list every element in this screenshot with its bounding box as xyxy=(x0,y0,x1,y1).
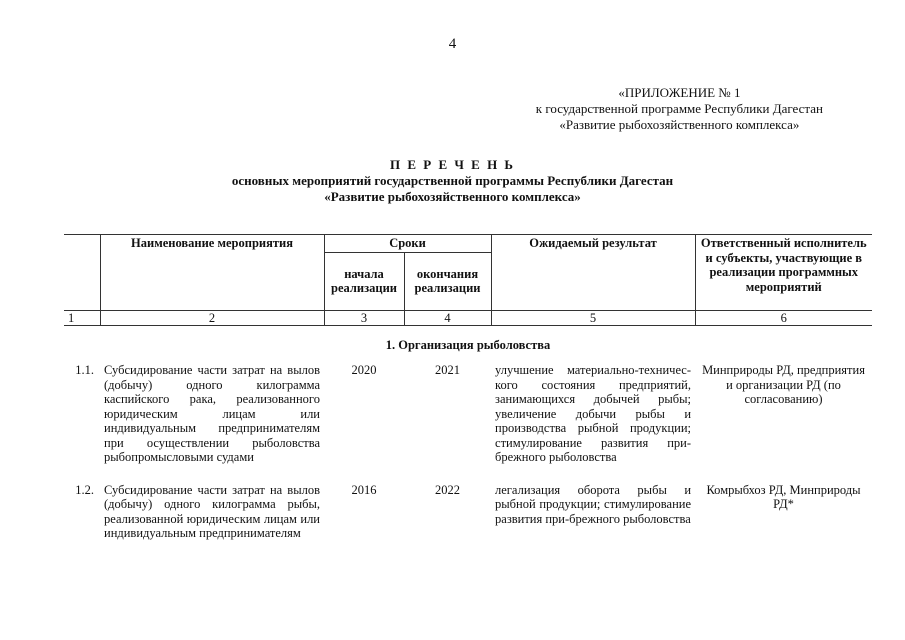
table-row xyxy=(64,482,872,542)
appendix-line-3: «Развитие рыбохозяйственного комплекса» xyxy=(559,117,800,132)
title-line-3: «Развитие рыбохозяйственного комплекса» xyxy=(324,189,581,204)
row-result: улучшение материально-техничес-кого состояния предприятий, занимающихся добычей рыбы; увеличение добычи рыбы и производства рыбной продукции; стимулирование развития при-брежного рыболовства xyxy=(495,363,692,464)
index-cell: 4 xyxy=(404,310,491,325)
index-cell: 1 xyxy=(64,310,100,325)
row-result: легализация оборота рыбы и рыбной продукции; стимулирование развития при-брежного рыболовства xyxy=(495,482,692,526)
index-row xyxy=(64,310,872,325)
section-title: 1. Организация рыболовства xyxy=(385,337,551,352)
page-number: 4 xyxy=(448,36,457,52)
index-cell: 5 xyxy=(491,310,695,325)
row-responsible: Комрыбхоз РД, Минприроды РД* xyxy=(706,482,861,511)
header-result: Ожидаемый результат xyxy=(491,235,695,311)
row-end-year: 2022 xyxy=(435,482,460,497)
row-responsible: Минприроды РД, предприятия и организации РД (по согласованию) xyxy=(702,363,865,406)
appendix-line-1: «ПРИЛОЖЕНИЕ № 1 xyxy=(618,85,741,100)
header-num xyxy=(64,235,100,311)
row-name: Субсидирование части затрат на вылов (добычу) одного килограмма каспийского рака, реализованного юридическим лицам или индивидуальным предпринимателям при осуществлении рыболовства рыбопромысловыми судами xyxy=(104,363,320,464)
measures-table xyxy=(64,234,872,542)
header-start: начала реализации xyxy=(324,252,404,310)
row-start-year: 2016 xyxy=(351,482,377,497)
title-heading: П Е Р Е Ч Е Н Ь xyxy=(389,157,516,172)
header-terms: Сроки xyxy=(324,235,491,253)
header-end: окончания реализации xyxy=(404,252,491,310)
index-cell: 2 xyxy=(100,310,324,325)
document-title xyxy=(0,157,905,205)
index-cell: 3 xyxy=(324,310,404,325)
row-number: 1.2. xyxy=(75,482,94,497)
row-spacer xyxy=(64,466,872,482)
row-end-year: 2021 xyxy=(435,363,460,377)
header-responsible: Ответственный исполнитель и субъекты, участвующие в реализации программных мероприятий xyxy=(695,235,872,311)
appendix-note xyxy=(536,85,823,133)
appendix-line-2: к государственной программе Республики Дагестан xyxy=(535,101,823,116)
index-cell: 6 xyxy=(695,310,872,325)
table-row xyxy=(64,362,872,466)
row-start-year: 2020 xyxy=(351,363,377,377)
header-name: Наименование мероприятия xyxy=(100,235,324,311)
row-number: 1.1. xyxy=(75,363,94,377)
row-name: Субсидирование части затрат на вылов (добычу) одного килограмма рыбы, реализованной юридическим лицам или индивидуальным предпринимателям xyxy=(104,482,320,540)
title-line-2: основных мероприятий государственной программы Республики Дагестан xyxy=(231,173,674,188)
